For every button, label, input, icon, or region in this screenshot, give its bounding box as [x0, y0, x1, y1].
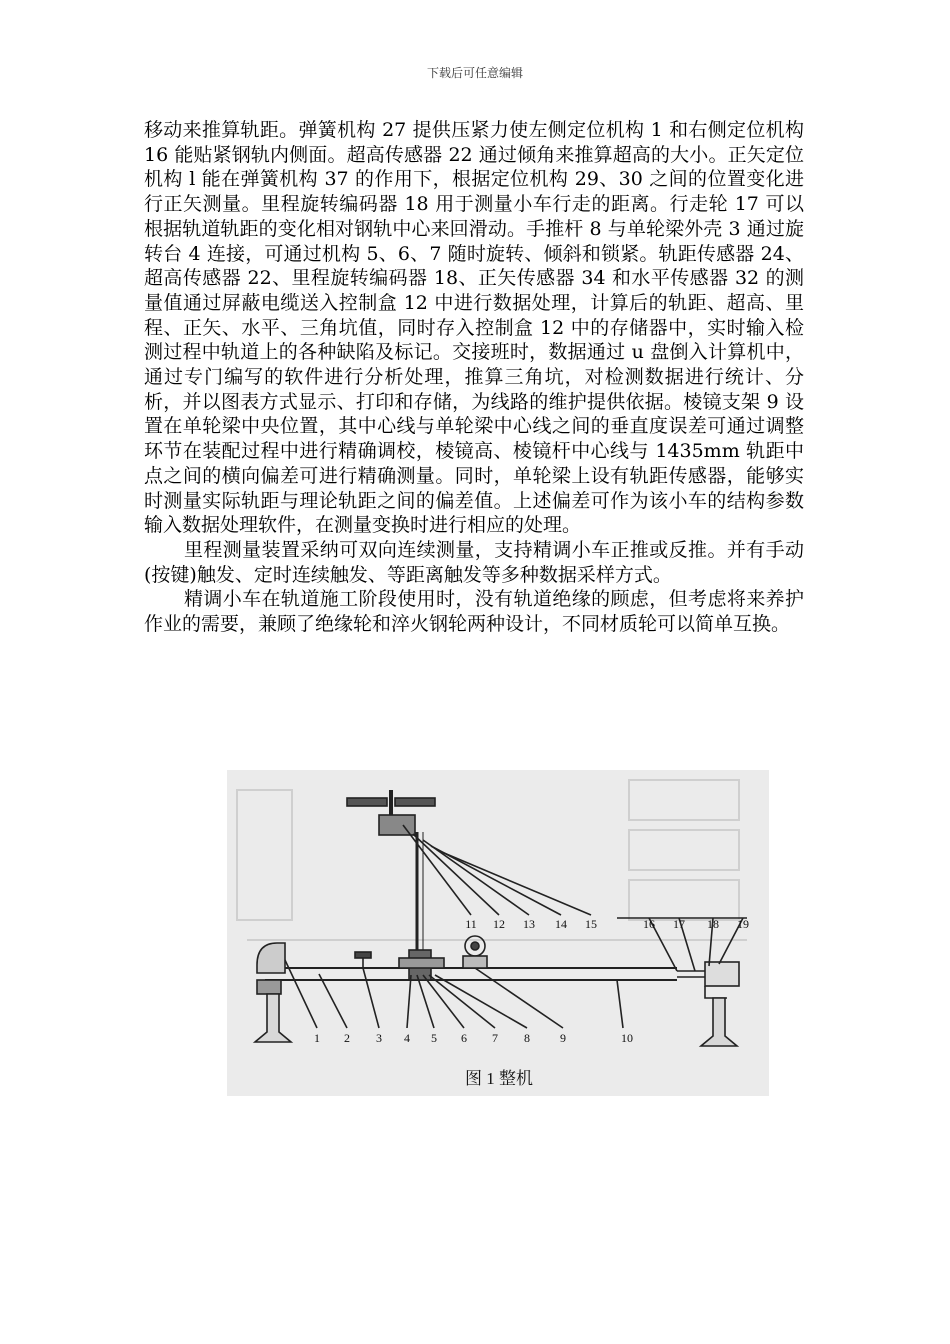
- label-8: 8: [524, 1031, 530, 1045]
- label-1: 1: [314, 1031, 320, 1045]
- label-3: 3: [376, 1031, 382, 1045]
- figure-caption: 图 1 整机: [465, 1069, 533, 1088]
- paragraph-1: 移动来推算轨距。弹簧机构 27 提供压紧力使左侧定位机构 1 和右侧定位机构 16 能贴紧钢轨内侧面。超高传感器 22 通过倾角来推算超高的大小。正矢定位机构 l 能在弹簧机构 37 的作用下，根据定位机构 29、30 之间的位置变化进行正矢测量。里程旋转编码器 18 用于测量小车行走的距离。行走轮 17 可以根据轨道轨距的变化相对钢轨中心来回滑动。手推杆 8 与单轮梁外壳 3 通过旋转台 4 连接，可通过机构 5、6、7 随时旋转、倾斜和锁紧。轨距传感器 24、超高传感器 22、里程旋转编码器 18、正矢传感器 34 和水平传感器 32 的测量值通过屏蔽电缆送入控制盒 12 中进行数据处理，计算后的轨距、超高、里程、正矢、水平、三角坑值，同时存入控制盒 12 中的存储器中，实时输入检测过程中轨道上的各种缺陷及标记。交接班时，数据通过 u 盘倒入计算机中，通过专门编写的软件进行分析处理，推算三角坑，对检测数据进行统计、分析，并以图表方式显示、打印和存储，为线路的维护提供依据。棱镜支架 9 设置在单轮梁中央位置，其中心线与单轮梁中心线之间的垂直度误差可通过调整环节在装配过程中进行精确调校，棱镜高、棱镜杆中心线与 1435mm 轨距中点之间的横向偏差可进行精确测量。同时，单轮梁上设有轨距传感器，能够实时测量实际轨距与理论轨距之间的偏差值。上述偏差可作为该小车的结构参数输入数据处理软件，在测量变换时进行相应的处理。: [144, 119, 804, 537]
- label-19: 19: [737, 917, 749, 931]
- label-10: 10: [621, 1031, 633, 1045]
- label-5: 5: [431, 1031, 437, 1045]
- label-13: 13: [523, 917, 535, 931]
- paragraph-3: 精调小车在轨道施工阶段使用时，没有轨道绝缘的顾虑，但考虑将来养护作业的需要，兼顾了绝缘轮和淬火钢轮两种设计，不同材质轮可以简单互换。: [144, 588, 804, 636]
- label-14: 14: [555, 917, 567, 931]
- label-9: 9: [560, 1031, 566, 1045]
- label-6: 6: [461, 1031, 467, 1045]
- figure-trolley-diagram: [227, 770, 769, 1096]
- label-11: 11: [465, 917, 477, 931]
- label-17: 17: [673, 917, 685, 931]
- label-15: 15: [585, 917, 597, 931]
- label-12: 12: [493, 917, 505, 931]
- trolley-drawing: [227, 770, 769, 1096]
- label-7: 7: [492, 1031, 498, 1045]
- label-2: 2: [344, 1031, 350, 1045]
- label-4: 4: [404, 1031, 410, 1045]
- page-header: 下载后可任意编辑: [426, 66, 523, 80]
- paragraph-2: 里程测量装置采纳可双向连续测量，支持精调小车正推或反推。并有手动(按键)触发、定时连续触发、等距离触发等多种数据采样方式。: [144, 538, 804, 586]
- label-18: 18: [707, 917, 719, 931]
- document-body: [144, 118, 804, 637]
- label-16: 16: [643, 917, 655, 931]
